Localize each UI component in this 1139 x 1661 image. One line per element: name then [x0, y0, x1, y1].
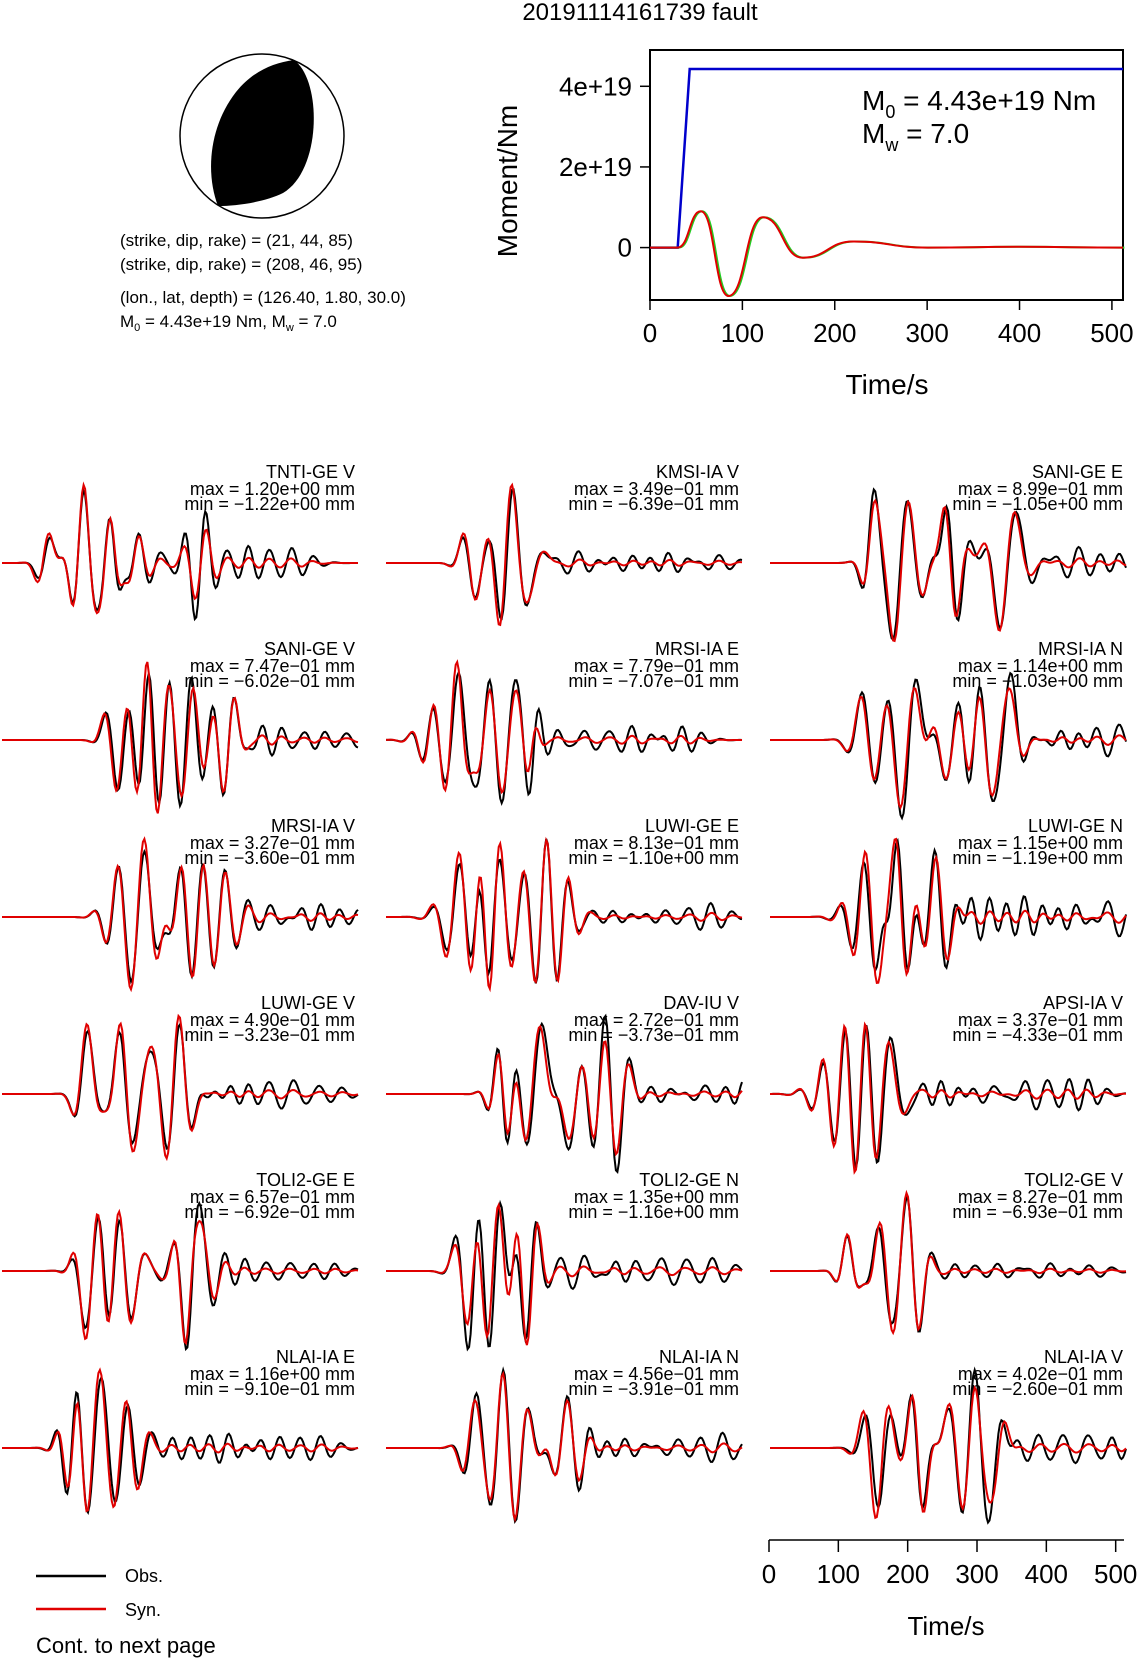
min-label: min = −9.10e−01 mm: [184, 1379, 355, 1399]
legend-syn-label: Syn.: [125, 1600, 162, 1620]
waveform-xtick-label: 300: [955, 1559, 999, 1589]
station-label: MRSI-IA E: [654, 639, 739, 659]
min-label: min = −6.93e−01 mm: [952, 1202, 1123, 1222]
min-label: min = −3.60e−01 mm: [184, 848, 355, 868]
station-label: TOLI2-GE V: [1024, 1170, 1123, 1190]
waveform-xtick-label: 400: [1024, 1559, 1069, 1589]
waveform-xtick-label: 200: [885, 1559, 930, 1589]
figure-title: 20191114161739 fault: [522, 0, 758, 26]
max-label: max = 4.56e−01 mm: [573, 1364, 739, 1384]
moment-xlabel: Time/s: [845, 369, 929, 400]
station-label: TOLI2-GE E: [256, 1170, 355, 1190]
station-label: MRSI-IA N: [1037, 639, 1123, 659]
waveform-panel: [2, 639, 358, 813]
moment-ytick-label: 4e+19: [558, 71, 632, 102]
max-label: max = 3.49e−01 mm: [573, 479, 739, 499]
min-label: min = −1.05e+00 mm: [952, 494, 1123, 514]
moment-text: $M_0 = 4.43e+19$ Nm, $M_w = 7.0$: [120, 312, 337, 334]
station-label: TNTI-GE V: [266, 462, 355, 482]
waveform-panel: [770, 993, 1126, 1172]
plane1-text: (strike, dip, rake) = (21, 44, 85): [120, 231, 353, 250]
max-label: max = 1.14e+00 mm: [957, 656, 1123, 676]
waveform-panels: [2, 462, 1126, 1523]
location-text: (lon., lat, depth) = (126.40, 1.80, 30.0): [120, 288, 406, 307]
moment-xtick-label: 300: [905, 318, 949, 348]
max-label: max = 7.47e−01 mm: [189, 656, 355, 676]
min-label: min = −6.92e−01 mm: [184, 1202, 355, 1222]
max-label: max = 1.16e+00 mm: [189, 1364, 355, 1384]
observed-trace: [386, 1203, 742, 1349]
station-label: TOLI2-GE N: [639, 1170, 739, 1190]
max-label: max = 3.27e−01 mm: [189, 833, 355, 853]
min-label: min = −6.02e−01 mm: [184, 671, 355, 691]
max-label: max = 2.72e−01 mm: [573, 1010, 739, 1030]
waveform-time-axis: [762, 1540, 1138, 1641]
min-label: min = −2.60e−01 mm: [952, 1379, 1123, 1399]
station-label: LUWI-GE N: [1027, 816, 1123, 836]
station-label: LUWI-GE V: [260, 993, 355, 1013]
synthetic-trace: [770, 501, 1126, 641]
station-label: APSI-IA V: [1042, 993, 1123, 1013]
waveform-panel: [770, 1170, 1126, 1333]
min-label: min = −3.73e−01 mm: [568, 1025, 739, 1045]
min-label: min = −3.23e−01 mm: [184, 1025, 355, 1045]
observed-trace: [770, 673, 1126, 818]
min-label: min = −1.10e+00 mm: [568, 848, 739, 868]
min-label: min = −1.03e+00 mm: [952, 671, 1123, 691]
waveform-xtick-label: 100: [816, 1559, 861, 1589]
waveform-panel: [386, 1170, 742, 1349]
station-label: KMSI-IA V: [655, 462, 739, 482]
max-label: max = 1.20e+00 mm: [189, 479, 355, 499]
max-label: max = 7.79e−01 mm: [573, 656, 739, 676]
moment-xtick-label: 100: [720, 318, 765, 348]
min-label: min = −3.91e−01 mm: [568, 1379, 739, 1399]
waveform-axis-xlabel: Time/s: [907, 1611, 985, 1641]
waveform-panel: [2, 1170, 358, 1349]
waveform-xtick-label: 0: [761, 1559, 777, 1589]
max-label: max = 6.57e−01 mm: [189, 1187, 355, 1207]
moment-plot: [492, 50, 1134, 400]
synthetic-trace: [770, 1025, 1126, 1173]
moment-ylabel: Moment/Nm: [492, 104, 523, 258]
station-label: SANI-GE E: [1031, 462, 1123, 482]
station-label: NLAI-IA N: [658, 1347, 739, 1367]
legend: [36, 1566, 163, 1620]
waveform-panel: [2, 993, 358, 1158]
moment-xtick-label: 400: [997, 318, 1042, 348]
station-label: DAV-IU V: [663, 993, 739, 1013]
moment-ytick-label: 2e+19: [558, 151, 632, 182]
min-label: min = −1.22e+00 mm: [184, 494, 355, 514]
beachball: [180, 54, 344, 218]
m0-label: $M_0 = 4.43e+19$ Nm: [862, 85, 1097, 122]
waveform-panel: [386, 639, 742, 803]
waveform-panel: [770, 639, 1126, 818]
max-label: max = 8.99e−01 mm: [957, 479, 1123, 499]
station-label: NLAI-IA E: [275, 1347, 355, 1367]
waveform-xtick-label: 500: [1093, 1559, 1138, 1589]
waveform-panel: [2, 462, 358, 619]
waveform-panel: [770, 1347, 1126, 1523]
synthetic-trace: [770, 1388, 1126, 1518]
max-label: max = 4.90e−01 mm: [189, 1010, 355, 1030]
waveform-panel: [386, 1347, 742, 1521]
max-label: max = 4.02e−01 mm: [957, 1364, 1123, 1384]
max-label: max = 8.27e−01 mm: [957, 1187, 1123, 1207]
min-label: min = −6.39e−01 mm: [568, 494, 739, 514]
waveform-panel: [386, 993, 742, 1172]
mw-label: $M_w = 7.0$: [862, 118, 970, 155]
plane2-text: (strike, dip, rake) = (208, 46, 95): [120, 255, 363, 274]
waveform-panel: [386, 816, 742, 989]
moment-rate-line-red: [650, 211, 1123, 296]
moment-xtick-label: 500: [1090, 318, 1134, 348]
legend-obs-label: Obs.: [125, 1566, 164, 1586]
max-label: max = 8.13e−01 mm: [573, 833, 739, 853]
continuation-note: Cont. to next page: [36, 1633, 216, 1658]
waveform-panel: [770, 816, 1126, 983]
station-label: MRSI-IA V: [270, 816, 355, 836]
station-label: LUWI-GE E: [644, 816, 739, 836]
waveform-panel: [386, 462, 742, 625]
moment-xtick-label: 0: [642, 318, 658, 348]
min-label: min = −4.33e−01 mm: [952, 1025, 1123, 1045]
moment-ytick-label: 0: [617, 232, 632, 263]
min-label: min = −7.07e−01 mm: [568, 671, 739, 691]
min-label: min = −1.16e+00 mm: [568, 1202, 739, 1222]
waveform-panel: [2, 816, 358, 989]
synthetic-trace: [386, 1205, 742, 1345]
max-label: max = 1.35e+00 mm: [573, 1187, 739, 1207]
waveform-panel: [2, 1347, 358, 1512]
min-label: min = −1.19e+00 mm: [952, 848, 1123, 868]
moment-xtick-label: 200: [813, 318, 857, 348]
station-label: NLAI-IA V: [1043, 1347, 1123, 1367]
max-label: max = 3.37e−01 mm: [957, 1010, 1123, 1030]
station-label: SANI-GE V: [263, 639, 355, 659]
waveform-panel: [770, 462, 1126, 641]
max-label: max = 1.15e+00 mm: [957, 833, 1123, 853]
